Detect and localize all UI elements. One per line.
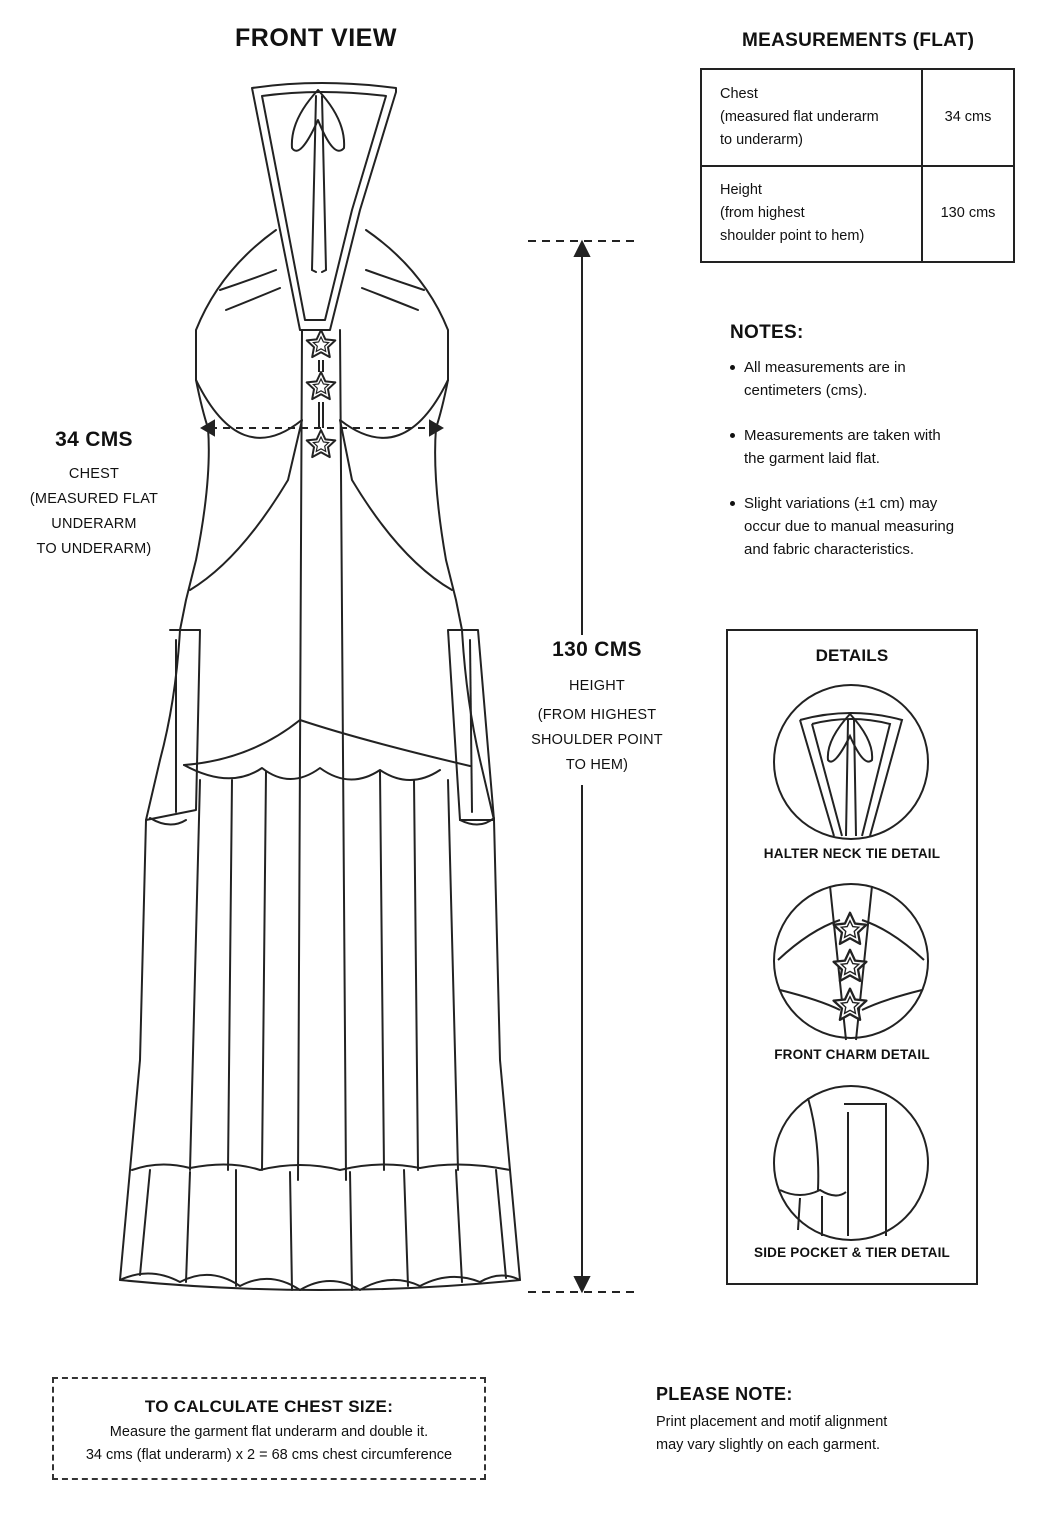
calc-title: TO CALCULATE CHEST SIZE:: [144, 1397, 394, 1416]
detail-caption-pocket: SIDE POCKET & TIER DETAIL: [753, 1245, 950, 1260]
please-note-title: PLEASE NOTE:: [656, 1384, 793, 1404]
height-label-2: (FROM HIGHEST: [537, 707, 657, 723]
height-label-4: TO HEM): [565, 757, 629, 773]
chest-label-3: UNDERARM: [51, 516, 137, 532]
note-item: [744, 424, 1020, 470]
note-item: [744, 492, 1020, 561]
row-desc: to underarm): [720, 131, 804, 148]
star-charm-2: [307, 372, 336, 399]
front-view-title: FRONT VIEW: [235, 24, 397, 52]
table-row: [701, 69, 1014, 166]
note-line: occur due to manual measuring: [744, 518, 955, 535]
calc-line-2: 34 cms (flat underarm) x 2 = 68 cms chest circumference: [85, 1447, 453, 1463]
row-desc: (from highest: [720, 205, 805, 222]
chest-label-4: TO UNDERARM): [36, 541, 152, 557]
chest-annotation: [20, 428, 168, 562]
row-label: Height: [720, 182, 762, 199]
star-charm-3: [307, 430, 336, 457]
detail-caption-halter: HALTER NECK TIE DETAIL: [763, 846, 941, 861]
note-line: and fabric characteristics.: [744, 541, 915, 558]
ruffle-hem-seam: [132, 1164, 510, 1170]
notes-title: NOTES:: [730, 322, 804, 343]
chest-value: 34 CMS: [55, 428, 133, 451]
please-note-line-2: may vary slightly on each garment.: [656, 1437, 881, 1453]
please-note-section: [656, 1384, 1016, 1457]
neck-tie-bow: [292, 90, 344, 151]
calc-line-1: Measure the garment flat underarm and double it.: [109, 1424, 429, 1440]
height-annotation: [520, 638, 674, 778]
measurements-table: [700, 68, 1015, 263]
chest-label-1: CHEST: [68, 466, 120, 482]
note-line: Measurements are taken with: [744, 427, 941, 444]
height-label-1: HEIGHT: [569, 678, 625, 694]
chest-row-value: 34 cms: [922, 69, 1014, 166]
details-title: DETAILS: [815, 646, 889, 665]
height-value: 130 CMS: [552, 638, 642, 661]
note-item: [744, 356, 1020, 402]
chest-label-2: (MEASURED FLAT: [29, 491, 159, 507]
height-label-3: SHOULDER POINT: [531, 732, 663, 748]
tier-seam-1: [184, 720, 470, 766]
measurements-title: MEASUREMENTS (FLAT): [742, 30, 975, 51]
tier-seam-2: [150, 818, 494, 825]
detail-caption-charm: FRONT CHARM DETAIL: [774, 1047, 930, 1062]
side-pocket-left: [146, 630, 200, 820]
note-line: Slight variations (±1 cm) may: [744, 495, 938, 512]
note-line: centimeters (cms).: [744, 382, 868, 399]
table-row: [701, 166, 1014, 263]
notes-section: [730, 322, 1020, 583]
star-charm-1: [307, 330, 336, 357]
row-label: Chest: [720, 85, 758, 102]
note-line: the garment laid flat.: [744, 450, 880, 467]
wrap-panel-right: [340, 380, 452, 590]
row-desc: shoulder point to hem): [720, 228, 865, 245]
row-desc: (measured flat underarm: [720, 108, 879, 125]
please-note-line-1: Print placement and motif alignment: [656, 1414, 888, 1430]
calc-chest-box: [52, 1377, 486, 1480]
note-line: All measurements are in: [744, 359, 906, 376]
details-panel: [726, 629, 978, 1285]
height-row-label: [701, 166, 922, 263]
chest-row-label: [701, 69, 922, 166]
height-row-value: 130 cms: [922, 166, 1014, 263]
